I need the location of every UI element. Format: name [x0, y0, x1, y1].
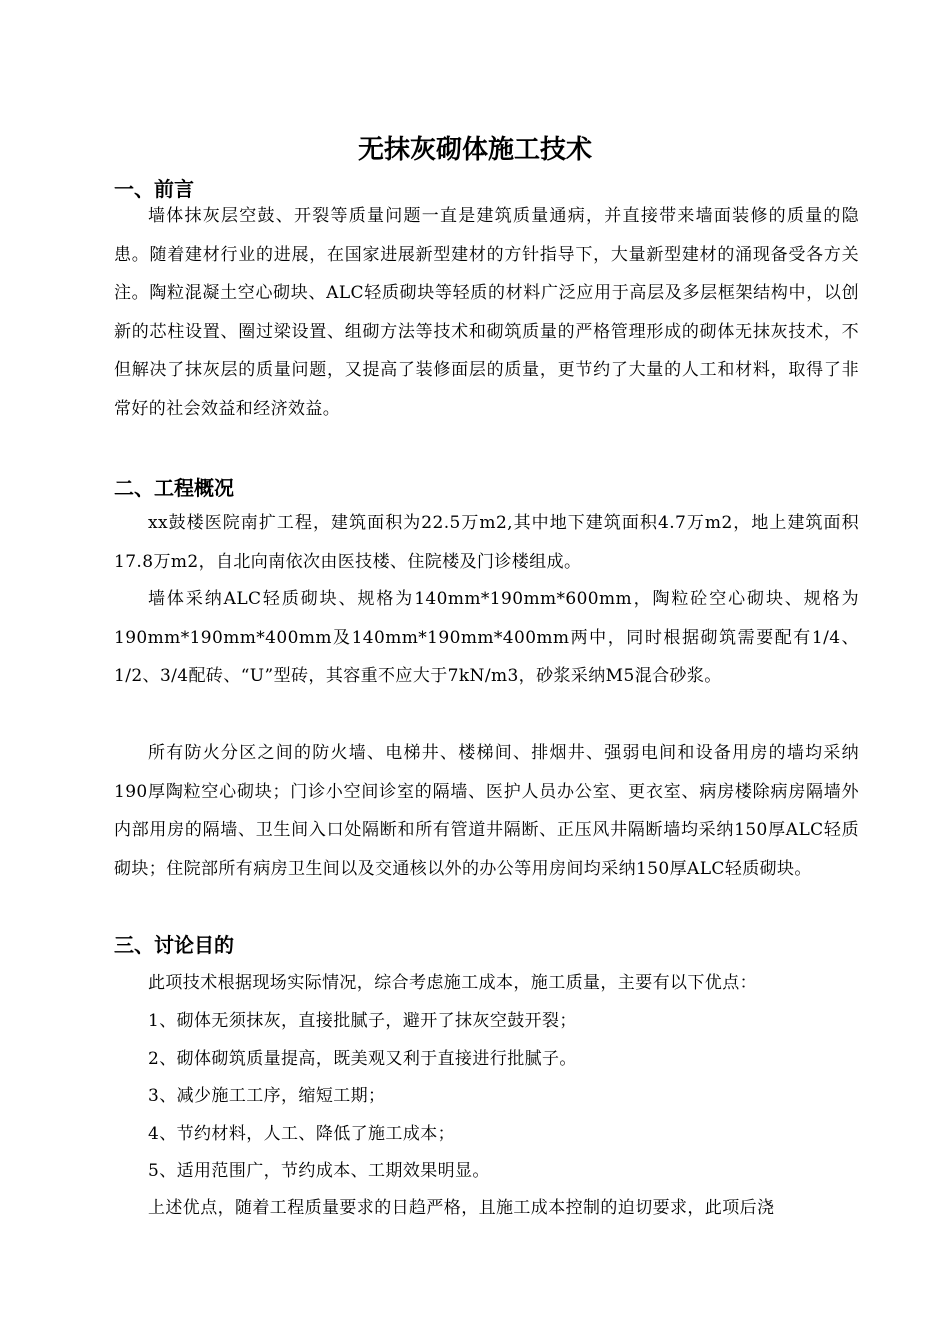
advantage-item-2: 2、砌体砌筑质量提高，既美观又利于直接进行批腻子。 — [148, 1049, 577, 1069]
purpose-intro: 此项技术根据现场实际情况，综合考虑施工成本，施工质量，主要有以下优点： — [148, 973, 757, 993]
advantage-item-3: 3、减少施工工序，缩短工期； — [148, 1086, 386, 1106]
preface-paragraph: 墙体抹灰层空鼓、开裂等质量问题一直是建筑质量通病，并直接带来墙面装修的质量的隐患。随着建材行业的进展，在国家进展新型建材的方针指导下，大量新型建材的涌现备受各方关注。陶粒混凝土空心砌块、ALC轻质砌块等轻质的材料广泛应用于高层及多层框架结构中，以创新的芯柱设置、圈过梁设置、组砌方法等技术和砌筑质量的严格管理形成的砌体无抹灰技术，不但解决了抹灰层的质量问题，又提高了装修面层的质量，更节约了大量的人工和材料，取得了非常好的社会效益和经济效益。 — [114, 206, 859, 419]
overview-paragraph-3: 所有防火分区之间的防火墙、电梯井、楼梯间、排烟井、强弱电间和设备用房的墙均采纳190厚陶粒空心砌块；门诊小空间诊室的隔墙、医护人员办公室、更衣室、病房楼除病房隔墙外内部用房的隔墙、卫生间入口处隔断和所有管道井隔断、正压风井隔断墙均采纳150厚ALC轻质砌块；住院部所有病房卫生间以及交通核以外的办公等用房间均采纳150厚ALC轻质砌块。 — [114, 743, 859, 879]
document-title: 无抹灰砌体施工技术 — [357, 135, 592, 165]
section-heading-project-overview: 二、工程概况 — [114, 476, 234, 500]
advantage-item-5: 5、适用范围广，节约成本、工期效果明显。 — [148, 1161, 490, 1181]
advantage-item-1: 1、砌体无须抹灰，直接批腻子，避开了抹灰空鼓开裂； — [148, 1011, 577, 1031]
section-heading-research-purpose: 三、讨论目的 — [114, 933, 234, 957]
closing-paragraph: 上述优点，随着工程质量要求的日趋严格，且施工成本控制的迫切要求，此项后浇 — [148, 1198, 775, 1218]
advantage-item-4: 4、节约材料，人工、降低了施工成本； — [148, 1124, 456, 1144]
overview-paragraph-1: xx鼓楼医院南扩工程，建筑面积为22.5万m2,其中地下建筑面积4.7万m2，地上建筑面积17.8万m2，自北向南依次由医技楼、住院楼及门诊楼组成。 — [114, 513, 859, 572]
section-heading-preface: 一、前言 — [114, 177, 194, 201]
overview-paragraph-2: 墙体采纳ALC轻质砌块、规格为140mm*190mm*600mm，陶粒砼空心砌块、规格为190mm*190mm*400mm及140mm*190mm*400mm两中，同时根据砌筑需要配有1/4、1/2、3/4配砖、“U”型砖，其容重不应大于7kN/m3，砂浆采纳M5混合砂浆。 — [114, 589, 859, 686]
